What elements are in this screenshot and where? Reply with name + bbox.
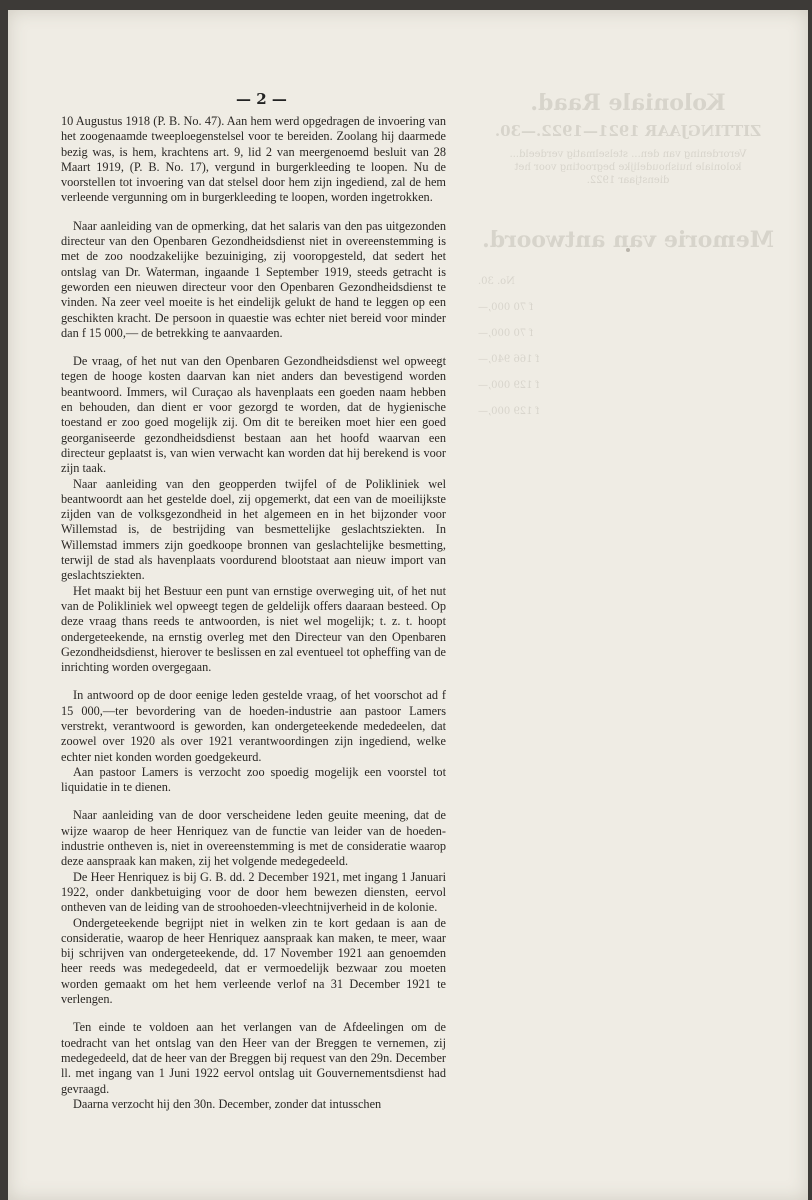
paragraph: De Heer Henriquez is bij G. B. dd. 2 December 1921, met ingang 1 Januari 1922, onder dankbetuiging voor de door hem bewezen diensten, eervol ontheven van de leiding van de stroohoeden-vleechtnijverheid in de kolonie. bbox=[61, 869, 446, 915]
paragraph: Daarna verzocht hij den 30n. December, zonder dat intusschen bbox=[73, 1096, 382, 1111]
paragraph: Naar aanleiding van de opmerking, dat het salaris van den pas uitgezonden directeur van den Openbaren Gezondheidsdienst niet in overeenstemming is met de zoo noodzakelijke bezuiniging, zij vooropgesteld, dat sedert het ontslag van Dr. Waterman, ingaande 1 September 1919, steeds getracht is geworden een nieuwen directeur voor den Openbaren Gezondheidsdienst te vinden. Na zeer veel moeite is het eindelijk gelukt de hand te leggen op een geschikten kracht. De persoon in quaestie was echter niet bereid voor minder dan f 15 000,— de betrekking te aanvaarden. bbox=[61, 218, 446, 340]
paragraph: Aan pastoor Lamers is verzocht zoo spoedig mogelijk een voorstel tot liquidatie in te dienen. bbox=[61, 764, 446, 795]
paragraph: In antwoord op de door eenige leden gestelde vraag, of het voorschot ad f 15 000,—ter bevordering van de hoeden-industrie aan pastoor Lamers verstrekt, verantwoord is geworden, kan ondergeteekende mededeelen, dat zoowel over 1920 als over 1921 verantwoordingen zijn ingediend, welke echter niet konden worden goedgekeurd. bbox=[61, 688, 446, 764]
paragraph: Ondergeteekende begrijpt niet in welken zin te kort gedaan is aan de consideratie, waarop de heer Henriquez aanspraak kan maken, te meer, waar bij schrijven van ondergeteekende, dd. 17 November 1921 aan genoemden heer reeds was medegedeeld, dat er vermoedelijk bezwaar zou moeten worden gemaakt om het hem verleende verlof na 31 December 1921 te verlengen. bbox=[61, 915, 446, 1007]
document-body bbox=[61, 114, 446, 1112]
document-page bbox=[8, 10, 808, 1200]
bleed-through-reverse-page: Koloniale Raad. ZITTINGJAAR 1921—1922.—30. Verordening van den... stelselmatig verdeeld... koloniale huishoudelijke begrooting voor het dienstjaar 1922. Memorie van antwoord. No. 30. f 70 000,— f 70 000,— f 166 940,— f 129 000,— f 129 000,— bbox=[478, 90, 774, 417]
paragraph: Ten einde te voldoen aan het verlangen van de Afdeelingen om de toedracht van het ontslag van den Heer van der Breggen te vernemen, zij medegedeeld, dat de heer van der Breggen bij request van den 29n. December ll. met ingang van 1 Juni 1922 eervol ontslag uit Gouvernementsdienst had gevraagd. bbox=[61, 1020, 446, 1096]
paper-speck bbox=[626, 248, 630, 252]
paragraph: Het maakt bij het Bestuur een punt van ernstige overweging uit, of het nut van de Polikliniek wel opweegt tegen de geldelijk offers daaraan besteed. Op deze vraag thans reeds te antwoorden, is niet wel mogelijk; t. z. t. hoopt ondergeteekende, na ernstig overleg met den Directeur van den Openbaren Gezondheidsdienst, hierover te beslissen en zal eventueel tot opheffing van de inrichting worden overgegaan. bbox=[61, 583, 446, 675]
paragraph: Naar aanleiding van den geopperden twijfel of de Polikliniek wel beantwoordt aan het gestelde doel, zij opgemerkt, dat een van de moeilijkste zijden van de volksgezondheid in het algemeen en in het bijzonder voor Willemstad is, de bestrijding van besmettelijke geslachtsziekten. In Willemstad immers zijn goedkoope bronnen van geslachtelijke besmetting, terwijl de stad als havenplaats voordurend blootstaat aan nieuw import van geslachtsziekten. bbox=[61, 476, 446, 583]
paragraph: 10 Augustus 1918 (P. B. No. 47). Aan hem werd opgedragen de invoering van het zoogenaamde tweeploegenstelsel voor te bereiden. Zoolang hij daarmede bezig was, is hem, krachtens art. 9, lid 2 van meergenoemd besluit van 28 Maart 1919, (P. B. No. 17), vergund in burgerkleeding te loopen. Nu de voorstellen tot invoering van dat stelsel door hem zijn ingediend, zal de hem verleende vergunning om in burgerkleeding te loopen, worden ingetrokken. bbox=[61, 114, 446, 205]
page-number: — 2 — bbox=[236, 90, 287, 108]
paragraph: Naar aanleiding van de door verscheidene leden geuite meening, dat de wijze waarop de heer Henriquez van de functie van leider van de hoeden-industrie ontheven is, niet in overeenstemming is met de consideratie waarop deze aanspraak kan maken, zij het volgende medegedeeld. bbox=[61, 808, 446, 869]
paragraph: De vraag, of het nut van den Openbaren Gezondheidsdienst wel opweegt tegen de hooge kosten daarvan kan niet anders dan bevestigend worden beantwoord. Immers, wil Curaçao als havenplaats een goeden naam hebben en behouden, dan dient er voor gezorgd te worden, dat de hygienische toestand er zoo goed mogelijk zij. Om dit te bereiken moet hier een goed georganiseerde gezondheidsdienst bestaan aan het hoofd waarvan een directeur geplaatst is, van wien verwacht kan worden dat hij berekend is voor zijn taak. bbox=[61, 354, 446, 476]
